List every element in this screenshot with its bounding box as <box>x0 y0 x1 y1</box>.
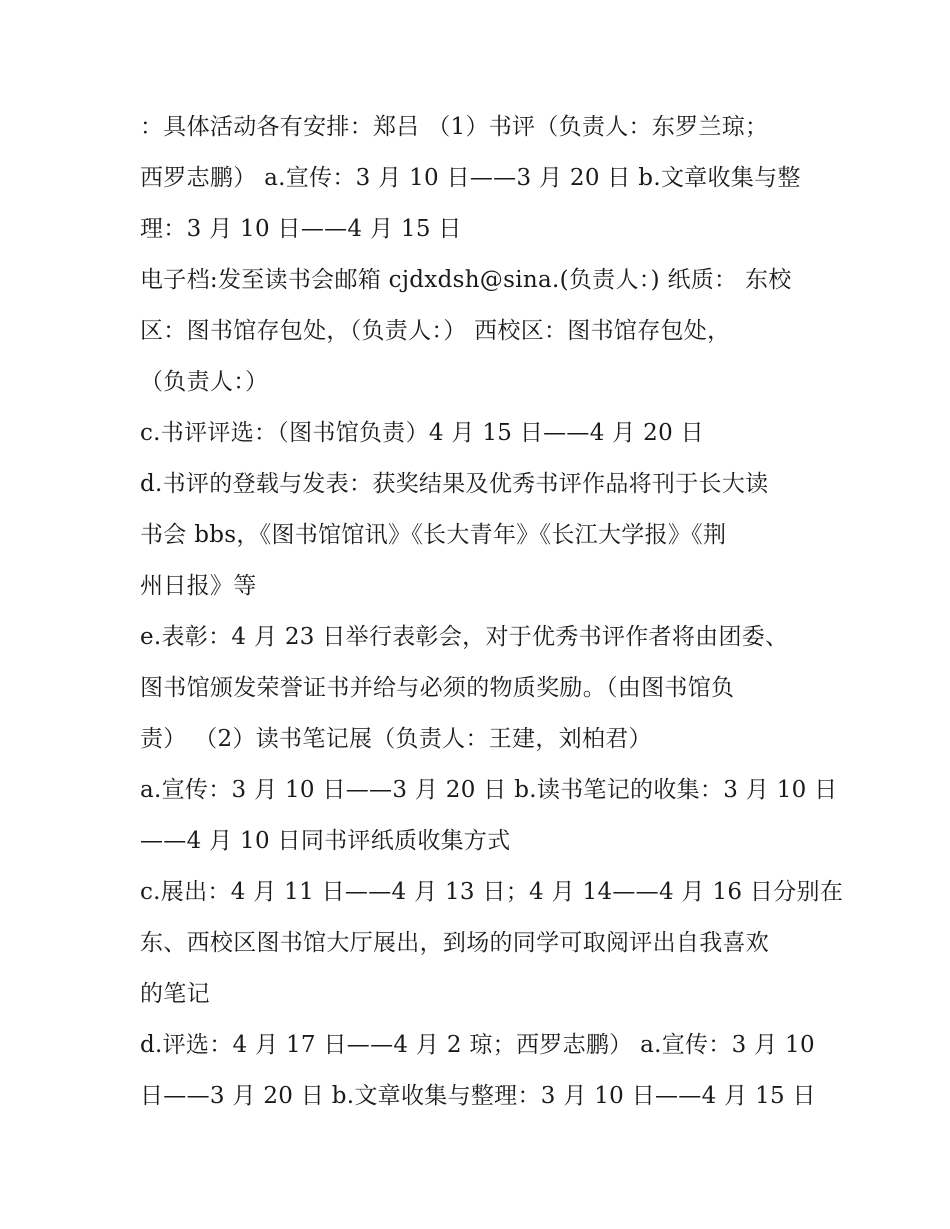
text-line: 西罗志鹏） a.宣传：3 月 10 日——3 月 20 日 b.文章收集与整 <box>140 165 801 191</box>
text-line: ：具体活动各有安排：郑吕 （1）书评（负责人：东罗兰琼； <box>140 114 769 140</box>
text-line: d.书评的登载与发表：获奖结果及优秀书评作品将刊于长大读 <box>140 471 769 497</box>
document-body <box>140 102 844 1122</box>
text-line: 电子档:发至读书会邮箱 cjdxdsh@sina.(负责人：) 纸质： 东校 <box>140 267 792 293</box>
text-line: c.展出：4 月 11 日——4 月 13 日；4 月 14——4 月 16 日分别在 <box>140 879 844 905</box>
text-line: 区：图书馆存包处，（负责人：） 西校区：图书馆存包处， <box>140 318 731 344</box>
text-line: d.评选：4 月 17 日——4 月 2 琼；西罗志鹏） a.宣传：3 月 10 <box>140 1032 815 1058</box>
text-line: c.书评评选：（图书馆负责）4 月 15 日——4 月 20 日 <box>140 420 704 446</box>
text-line: （负责人：） <box>140 369 269 395</box>
text-line: e.表彰：4 月 23 日举行表彰会，对于优秀书评作者将由团委、 <box>140 624 789 650</box>
text-line: ——4 月 10 日同书评纸质收集方式 <box>140 828 511 854</box>
text-line: a.宣传：3 月 10 日——3 月 20 日 b.读书笔记的收集：3 月 10 日 <box>140 777 838 803</box>
text-line: 日——3 月 20 日 b.文章收集与整理：3 月 10 日——4 月 15 日 <box>140 1083 816 1109</box>
text-line: 的笔记 <box>140 981 210 1007</box>
text-line: 责） （2）读书笔记展（负责人：王建，刘柏君） <box>140 726 652 752</box>
text-line: 州日报》等 <box>140 573 257 599</box>
text-line: 理：3 月 10 日——4 月 15 日 <box>140 216 462 242</box>
text-line: 书会 bbs，《图书馆馆讯》《长大青年》《长江大学报》《荆 <box>140 522 727 548</box>
text-line: 图书馆颁发荣誉证书并给与必须的物质奖励。（由图书馆负 <box>140 675 735 701</box>
text-line: 东、西校区图书馆大厅展出，到场的同学可取阅评出自我喜欢 <box>140 930 770 956</box>
